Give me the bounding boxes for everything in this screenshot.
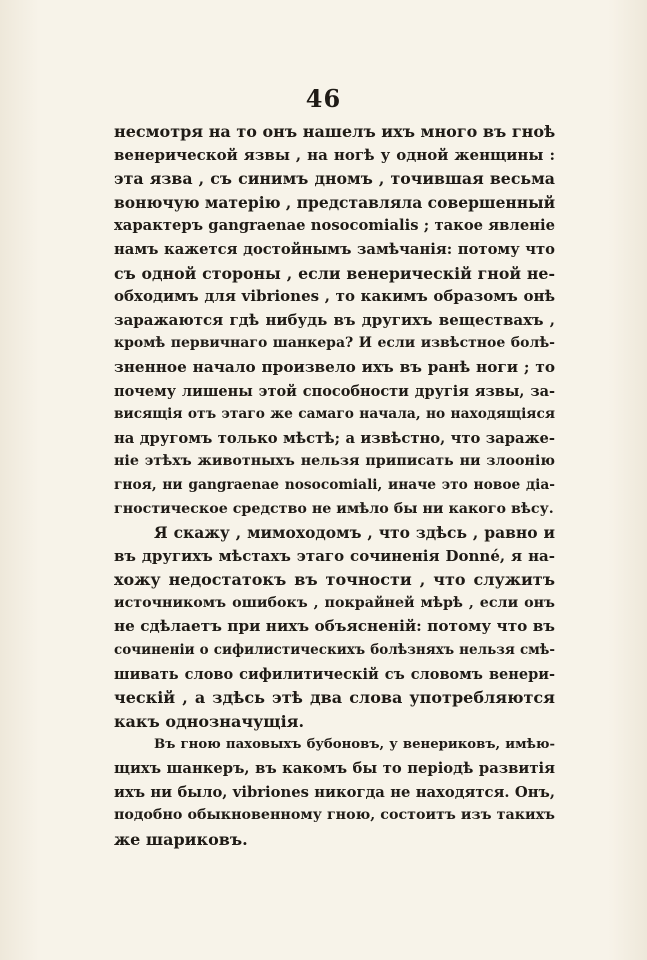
text-line: Въ гною паховыхъ бубоновъ, у венериковъ, имѣю-: [154, 737, 555, 753]
text-line: заражаются гдѣ нибудь въ другихъ веществахъ ,: [114, 310, 555, 329]
text-line: зненное начало произвело ихъ въ ранѣ ноги ; то: [114, 357, 555, 376]
text-line: хожу недостатокъ въ точности , что служитъ: [114, 570, 555, 590]
text-line: эта язва , съ синимъ дномъ , точившая весьма: [114, 169, 555, 189]
text-line: не сдѣлаетъ при нихъ объясненій: потому что въ: [114, 617, 555, 636]
text-line: почему лишены этой способности другія язвы, за-: [114, 382, 555, 400]
text-line: Я скажу , мимоходомъ , что здѣсь , равно и: [154, 523, 555, 543]
text-line: въ другихъ мѣстахъ этаго сочиненія Donné, я на-: [114, 546, 555, 565]
text-line: подобно обыкновенному гною, состоитъ изъ такихъ: [114, 807, 555, 824]
text-line: висящія отъ этаго же самаго начала, но находящіяся: [114, 406, 555, 423]
text-line: щихъ шанкеръ, въ какомъ бы то періодѣ развитія: [114, 760, 555, 778]
text-line: ніе этѣхъ животныхъ нельзя приписать ни злоонію: [114, 453, 555, 470]
text-line: источникомъ ошибокъ , покрайней мѣрѣ , если онъ: [114, 594, 555, 611]
text-line: шивать слово сифилитическій съ словомъ венери-: [114, 665, 555, 683]
text-line: обходимъ для vibriones , то какимъ образомъ онѣ: [114, 287, 555, 306]
text-line: характеръ gangraenae nosocomialis ; такое явленіе: [114, 217, 555, 235]
text-line: венерической язвы , на ногѣ у одной женщины :: [114, 145, 555, 164]
text-line: кромѣ первичнаго шанкера? И если извѣстное болѣ-: [114, 335, 555, 352]
text-line: какъ однозначущія.: [114, 711, 305, 731]
page-number: 46: [305, 84, 342, 113]
body-text: [114, 120, 555, 851]
text-line: намъ кажется достойнымъ замѣчанія: потому что: [114, 240, 555, 258]
text-line: гноя, ни gangraenae nosocomiali, иначе это новое діа-: [114, 476, 555, 493]
text-line: съ одной стороны , если венерическій гной не-: [114, 263, 555, 283]
text-line: же шариковъ.: [114, 829, 248, 849]
text-line: ческій , а здѣсь этѣ два слова употребляются: [114, 688, 555, 708]
text-line: гностическое средство не имѣло бы ни какого вѣсу.: [114, 500, 554, 517]
text-line: несмотря на то онъ нашелъ ихъ много въ гноѣ: [114, 122, 555, 141]
text-line: ихъ ни было, vibriones никогда не находятся. Онъ,: [114, 783, 555, 801]
text-line: вонючую матерію , представляла совершенный: [114, 192, 555, 212]
text-line: на другомъ только мѣстѣ; а извѣстно, что зараже-: [114, 429, 555, 447]
text-line: сочиненіи о сифилистическихъ болѣзняхъ нельзя смѣ-: [114, 642, 555, 659]
